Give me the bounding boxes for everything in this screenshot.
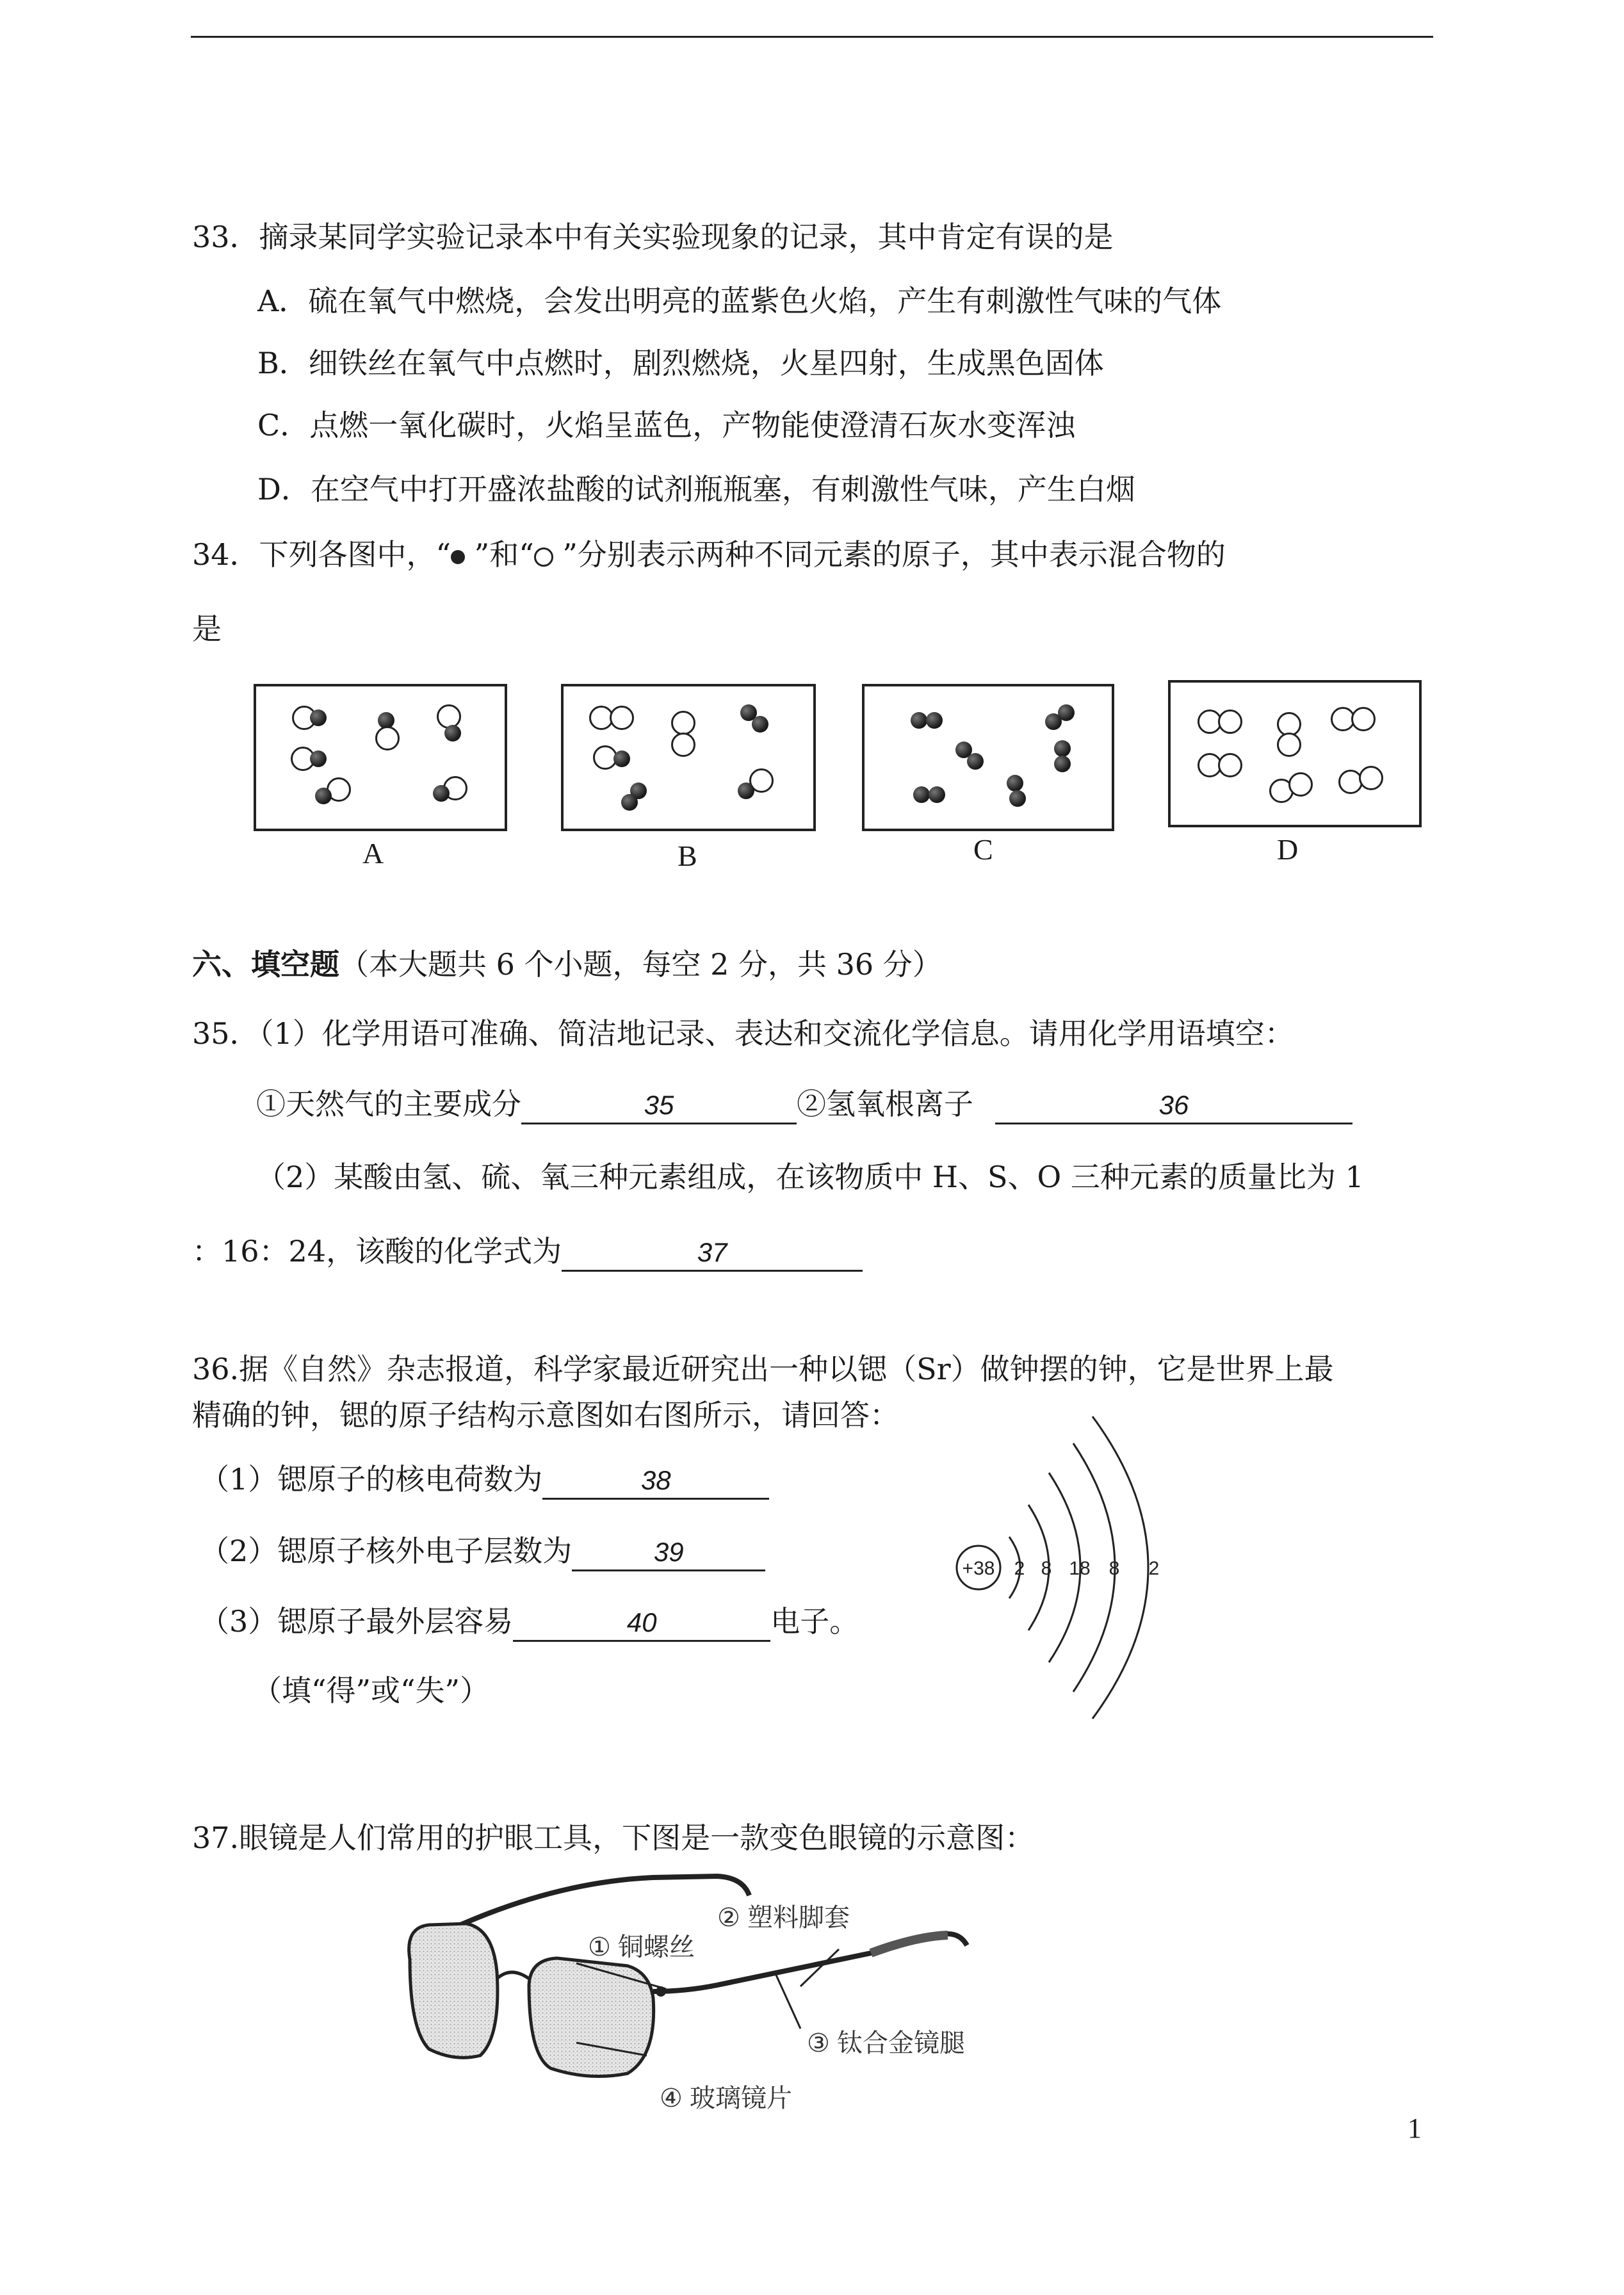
q33-stem: 33．摘录某同学实验记录本中有关实验现象的记录，其中肯定有误的是 (192, 220, 1114, 254)
answer-blank-36[interactable]: 36 (995, 1088, 1352, 1124)
label-glass-lens: ④ 玻璃镜片 (660, 2084, 792, 2113)
answer-blank-38[interactable]: 38 (542, 1463, 769, 1500)
plastic-tip (871, 1935, 948, 1953)
left-lens (409, 1924, 498, 2057)
q33-option-c: C．点燃一氧化碳时，火焰呈蓝色，产物能使澄清石灰水变浑浊 (257, 408, 1076, 442)
light-atom (1218, 753, 1242, 777)
diagram-a-label: A (362, 837, 384, 870)
diagram-d-label: D (1277, 833, 1299, 866)
dark-atom (911, 712, 927, 729)
nucleus-charge: +38 (962, 1558, 995, 1579)
dark-atom (444, 725, 461, 742)
answer-blank-35[interactable]: 35 (521, 1088, 797, 1124)
light-atom (671, 711, 695, 735)
light-atom (610, 706, 634, 730)
q34-stem (192, 535, 1226, 574)
q36-line1: 36.据《自然》杂志报道，科学家最近研究出一种以锶（Sr）做钟摆的钟，它是世界上最 (192, 1352, 1334, 1386)
dark-atom (929, 786, 945, 803)
electron-shell-5 (1092, 1416, 1148, 1719)
diagram-c (862, 684, 1114, 831)
light-atom (1359, 766, 1383, 790)
q34-stem-post: ”分别表示两种不同元素的原子，其中表示混合物的 (553, 537, 1226, 572)
label-titanium-arm: ③ 钛合金镜腿 (807, 2029, 965, 2057)
dark-atom (1009, 790, 1026, 807)
diagram-a (254, 684, 507, 831)
header-rule (191, 36, 1433, 38)
page-number: 1 (1408, 2113, 1422, 2144)
dark-atom (738, 783, 754, 799)
bridge (497, 1972, 529, 1979)
diagram-b-label: B (678, 839, 697, 872)
q35-line3: （2）某酸由氢、硫、氧三种元素组成，在该物质中 H、S、O 三种元素的质量比为 1 (256, 1160, 1364, 1194)
q33-option-d: D．在空气中打开盛浓盐酸的试剂瓶瓶塞，有刺激性气味，产生白烟 (257, 472, 1135, 507)
q34-stem-mid: ”和“ (465, 537, 534, 572)
q34-stem-pre: 34．下列各图中，“ (192, 537, 451, 572)
dark-atom (1058, 704, 1075, 721)
q37-line1: 37.眼镜是人们常用的护眼工具，下图是一款变色眼镜的示意图： (192, 1821, 1035, 1855)
light-atom-icon (534, 547, 553, 567)
dark-atom (1054, 756, 1071, 772)
label-copper-screw: ① 铜螺丝 (588, 1933, 695, 1961)
diagram-d (1168, 680, 1422, 827)
dark-atom-icon (451, 550, 465, 564)
shell-electrons-1: 2 (1014, 1558, 1025, 1579)
q33-option-b: B．细铁丝在氧气中点燃时，剧烈燃烧，火星四射，生成黑色固体 (257, 346, 1104, 380)
light-atom (1351, 707, 1376, 731)
q35-item2-label: ②氢氧根离子 (797, 1087, 973, 1121)
q36-sub2-label: （2）锶原子核外电子层数为 (200, 1534, 572, 1568)
light-atom (375, 726, 400, 750)
q35-item1-label: ①天然气的主要成分 (256, 1087, 521, 1121)
diagram-b (561, 684, 816, 831)
dark-atom (613, 750, 630, 767)
q36-sub1-label: （1）锶原子的核电荷数为 (200, 1462, 543, 1496)
light-atom (1218, 710, 1242, 734)
section6-title: 六、填空题 (192, 947, 339, 982)
shell-electrons-5: 2 (1148, 1558, 1160, 1579)
answer-blank-40[interactable]: 40 (513, 1605, 770, 1642)
label-plastic-tip: ② 塑料脚套 (717, 1904, 850, 1932)
q36-line2: 精确的钟，锶的原子结构示意图如右图所示，请回答： (192, 1398, 899, 1432)
dark-atom (310, 710, 327, 726)
section6-heading (192, 945, 942, 984)
answer-blank-39[interactable]: 39 (572, 1535, 765, 1571)
q35-line2 (256, 1085, 1352, 1124)
light-atom (671, 733, 695, 757)
dark-atom (913, 786, 930, 803)
shell-electrons-3: 18 (1069, 1558, 1091, 1579)
strontium-atom-diagram (948, 1409, 1204, 1755)
dark-atom (752, 716, 768, 733)
dark-atom (967, 753, 984, 770)
dark-atom (621, 794, 638, 811)
q35-line1: 35．（1）化学用语可准确、简洁地记录、表达和交流化学信息。请用化学用语填空： (192, 1016, 1294, 1051)
q36-sub2 (200, 1532, 765, 1571)
dark-atom (315, 788, 332, 804)
q36-hint: （填“得”或“失”） (252, 1673, 490, 1708)
shell-electrons-2: 8 (1041, 1558, 1052, 1579)
light-atom (1288, 772, 1313, 797)
q35-line4-pre: ：16：24，该酸的化学式为 (192, 1234, 562, 1269)
q36-sub3 (200, 1602, 859, 1642)
q36-sub3-post: 电子。 (770, 1604, 859, 1639)
q36-sub1 (200, 1460, 769, 1500)
q33-option-a: A．硫在氧气中燃烧，会发出明亮的蓝紫色火焰，产生有刺激性气味的气体 (257, 284, 1222, 318)
q36-sub3-label: （3）锶原子最外层容易 (200, 1604, 514, 1639)
dark-atom (310, 750, 327, 767)
dark-atom (433, 785, 450, 802)
dark-atom (1054, 740, 1071, 757)
glasses-diagram (384, 1870, 1037, 2152)
dark-atom (926, 712, 943, 729)
diagram-c-label: C (973, 833, 993, 866)
dark-atom (1007, 775, 1023, 791)
section6-note: （本大题共 6 个小题，每空 2 分，共 36 分） (339, 947, 942, 982)
answer-blank-37[interactable]: 37 (562, 1235, 863, 1272)
q35-line4 (192, 1232, 863, 1272)
shell-electrons-4: 8 (1108, 1558, 1120, 1579)
right-lens (529, 1958, 654, 2077)
light-atom (1277, 733, 1301, 757)
leader-arm (775, 1972, 800, 2029)
q34-stem-line2: 是 (192, 612, 222, 646)
